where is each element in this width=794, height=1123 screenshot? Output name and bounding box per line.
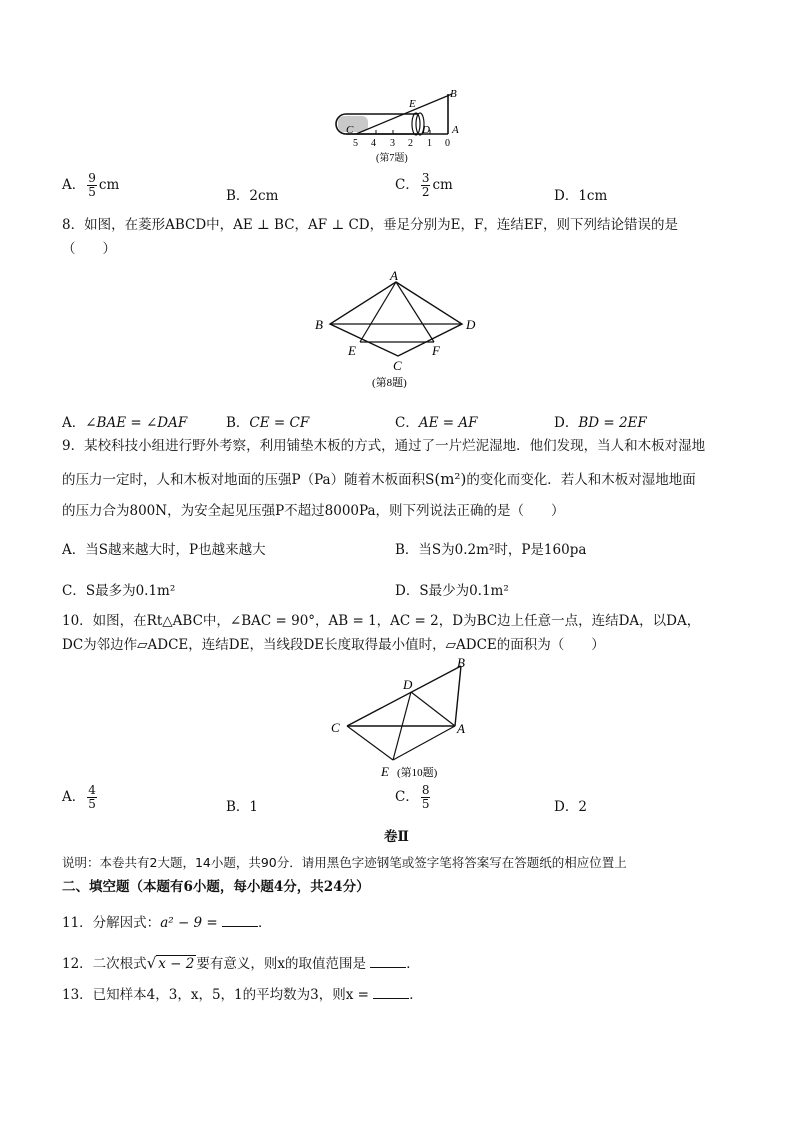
- q9-line1: 9．某校科技小组进行野外考察，利用铺垫木板的方式，通过了一片烂泥湿地．他们发现，当人和木板对湿地: [62, 438, 706, 454]
- q8-point-e: E: [348, 343, 356, 358]
- q7-option-a: A． $\frac{9}{5}$ cm: [62, 171, 120, 199]
- q10-line2: DC为邻边作▱ADCE，连结DE，当线段DE长度取得最小值时，▱ADCE的面积为（ ）: [62, 637, 605, 653]
- q10-point-e: E: [381, 764, 389, 779]
- q8-option-d: D．BD = 2EF: [554, 415, 647, 431]
- q9-line3: 的压力合为800N，为安全起见压强P不超过8000Pa，则下列说法正确的是（ ）: [62, 503, 565, 519]
- part2-title: 卷Ⅱ: [384, 829, 409, 845]
- q9-line2: 的压力一定时，人和木板对地面的压强P（Pa）随着木板面积S(m²)的变化而变化．若人和木板对湿地地面: [62, 470, 696, 488]
- q7-figure: [326, 86, 466, 168]
- q7-tick-label: 1: [427, 138, 432, 149]
- q7-tick-label: 2: [408, 138, 413, 149]
- q11: 11．分解因式：a² − 9 = ．: [62, 915, 272, 931]
- q10-option-c: C． $\frac{8}{5}$: [395, 783, 430, 811]
- q7-point-e: E: [409, 98, 416, 110]
- q7-option-c: C． $\frac{3}{2}$ cm: [395, 171, 453, 199]
- q10-point-c: C: [331, 720, 340, 735]
- q10-point-a: A: [457, 721, 465, 736]
- q7-tick-label: 5: [353, 138, 358, 149]
- q7-point-c: C: [346, 124, 354, 136]
- q9-option-b: B．当S为0.2m²时，P是160pa: [395, 542, 587, 558]
- q7-tick-label: 0: [445, 138, 450, 149]
- q10-option-a: A． $\frac{4}{5}$: [62, 783, 96, 811]
- q12: 12．二次根式√ x − 2 要有意义，则x的取值范围是 ．: [62, 954, 420, 972]
- q11-answer-blank[interactable]: [222, 914, 258, 927]
- q8-caption: (第8题): [372, 377, 407, 389]
- q8-point-b: B: [315, 317, 323, 332]
- q10-point-b: B: [457, 656, 465, 670]
- q10-option-d: D．2: [554, 799, 587, 815]
- q10-line1: 10．如图，在Rt△ABC中，∠BAC = 90°，AB = 1，AC = 2，D为BC边上任意一点，连结DA，以DA，: [62, 613, 701, 629]
- q13: 13．已知样本4，3，x，5，1的平均数为3，则x = ．: [62, 987, 423, 1003]
- q7-point-a: A: [452, 124, 459, 136]
- q12-answer-blank[interactable]: [370, 955, 406, 968]
- q8-stem-line1: 8．如图，在菱形ABCD中，AE ⊥ BC，AF ⊥ CD，垂足分别为E，F，连结EF，则下列结论错误的是: [62, 217, 679, 233]
- q8-stem-line2: （ ）: [62, 241, 116, 257]
- part2-note: 说明：本卷共有2大题，14小题，共90分．请用黑色字迹钢笔或签字笔将答案写在答题纸的相应位置上: [62, 855, 627, 870]
- q8-point-a: A: [390, 270, 398, 283]
- q7-caption: (第7题): [376, 153, 408, 164]
- q9-option-a: A．当S越来越大时，P也越来越大: [62, 542, 266, 558]
- q7-option-d: D．1cm: [554, 188, 608, 204]
- q8-point-f: F: [432, 343, 440, 358]
- q7-tick-label: 4: [371, 138, 376, 149]
- q8-point-d: D: [466, 317, 476, 332]
- section-title: 二、填空题（本题有6小题，每小题4分，共24分）: [62, 879, 370, 895]
- q8-figure: [310, 270, 490, 395]
- q13-answer-blank[interactable]: [373, 986, 409, 999]
- q7-tick-label: 3: [390, 138, 395, 149]
- q8-point-c: C: [393, 358, 402, 373]
- q10-figure: [325, 656, 495, 782]
- q7-option-b: B．2cm: [226, 188, 279, 204]
- q9-option-d: D．S最少为0.1m²: [395, 583, 509, 599]
- q8-option-a: A．∠BAE = ∠DAF: [62, 415, 188, 431]
- q10-option-b: B．1: [226, 799, 259, 815]
- q9-option-c: C．S最多为0.1m²: [62, 583, 176, 599]
- q10-caption: (第10题): [397, 767, 438, 779]
- q8-option-c: C．AE = AF: [395, 415, 478, 431]
- q10-point-d: D: [403, 677, 413, 692]
- q7-point-d: D: [422, 124, 430, 136]
- q7-point-b: B: [450, 88, 457, 100]
- q8-option-b: B．CE = CF: [226, 415, 310, 431]
